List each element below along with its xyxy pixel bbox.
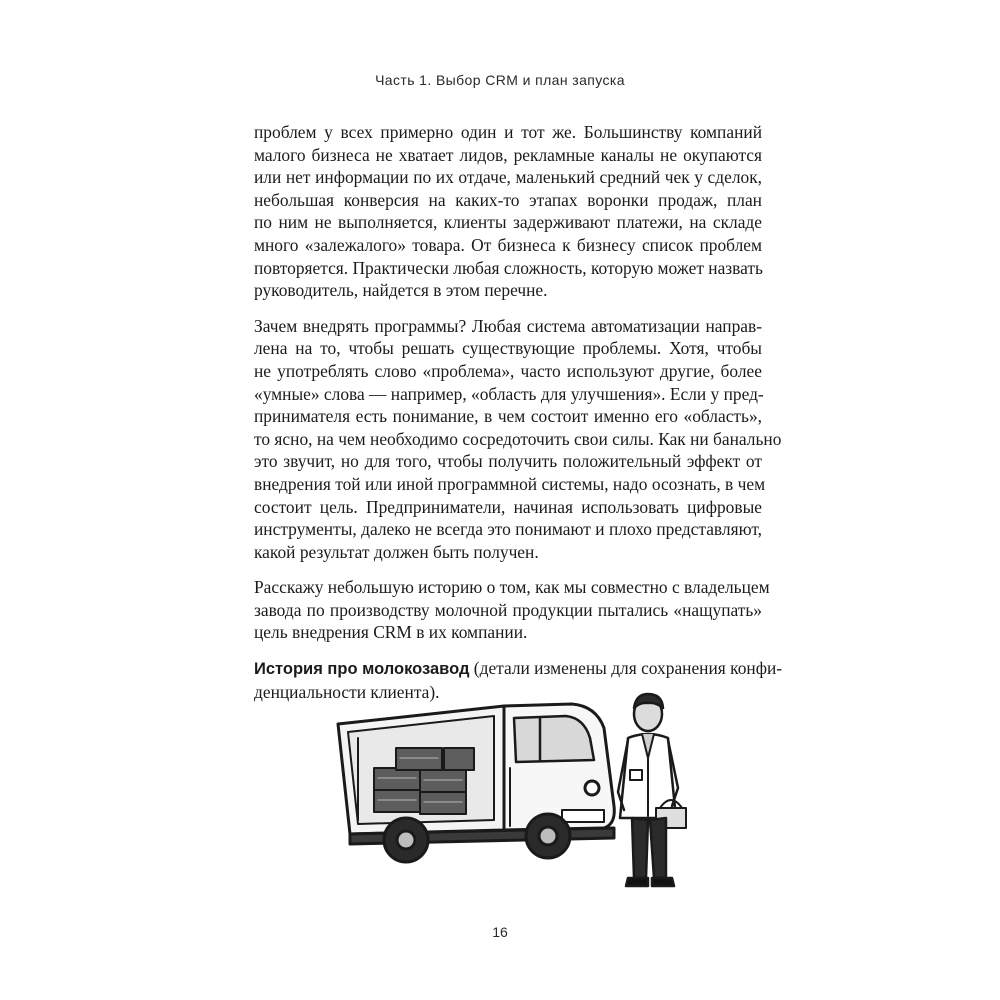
text-line: повторяется. Практически любая сложность, которую может назвать [254, 257, 763, 278]
story-title: История про молокозавод [254, 660, 470, 679]
text-line: инструменты, далеко не всегда это понимают и плохо представляют, [254, 519, 762, 540]
body-text [254, 121, 783, 716]
text-line: много «залежалого» товара. От бизнеса к бизнесу список проблем [254, 234, 762, 255]
text-line: то ясно, на чем необходимо сосредоточить свои силы. Как ни банально [254, 428, 782, 449]
text-line: внедрения той или иной программной системы, надо осознать, в чем [254, 473, 766, 494]
text-line: Расскажу небольшую историю о том, как мы совместно с владельцем [254, 577, 770, 598]
text-line: это звучит, но для того, чтобы получить положительный эффект от [254, 451, 762, 472]
text-line: малого бизнеса не хватает лидов, рекламные каналы не окупаются [254, 144, 762, 165]
text-line: принимателя есть понимание, в чем состоит именно его «область», [254, 406, 762, 427]
text-line: завода по производству молочной продукции пытались «нащупать» [254, 599, 762, 620]
text-line: состоит цель. Предприниматели, начиная использовать цифровые [254, 496, 762, 517]
dairy-worker-image [618, 694, 686, 886]
paragraph-why-automate [254, 315, 782, 564]
text-line: лена на то, чтобы решать существующие проблемы. Хотя, чтобы [254, 338, 762, 359]
text-line: цель внедрения CRM в их компании. [254, 622, 528, 643]
paragraph-problems [254, 121, 762, 302]
running-header: Часть 1. Выбор CRM и план запуска [375, 72, 625, 88]
page-number: 16 [492, 924, 508, 940]
delivery-truck-image [338, 704, 614, 862]
text-line: или нет информации по их отдаче, маленький средний чек у сделок, [254, 167, 762, 188]
text-line: Зачем внедрять программы? Любая система автоматизации направ- [254, 315, 762, 336]
text-line: по ним не выполняется, клиенты задерживают платежи, на складе [254, 212, 762, 233]
text-line: не употреблять слово «проблема», часто используют другие, более [254, 360, 762, 381]
text-line: «умные» слова — например, «область для улучшения». Если у пред- [254, 383, 764, 404]
text-line: какой результат должен быть получен. [254, 541, 539, 562]
story-note: (детали изменены для сохранения конфи- [469, 658, 783, 679]
text-line: небольшая конверсия на каких-то этапах воронки продаж, план [254, 189, 762, 210]
text-line [254, 657, 783, 681]
text-line: проблем у всех примерно один и тот же. Большинству компаний [254, 122, 762, 142]
paragraph-story-intro [254, 576, 770, 644]
text-line: денциальности клиента). [254, 681, 440, 702]
text-line: руководитель, найдется в этом перечне. [254, 280, 548, 301]
illustration-delivery-truck-and-worker [334, 688, 694, 898]
